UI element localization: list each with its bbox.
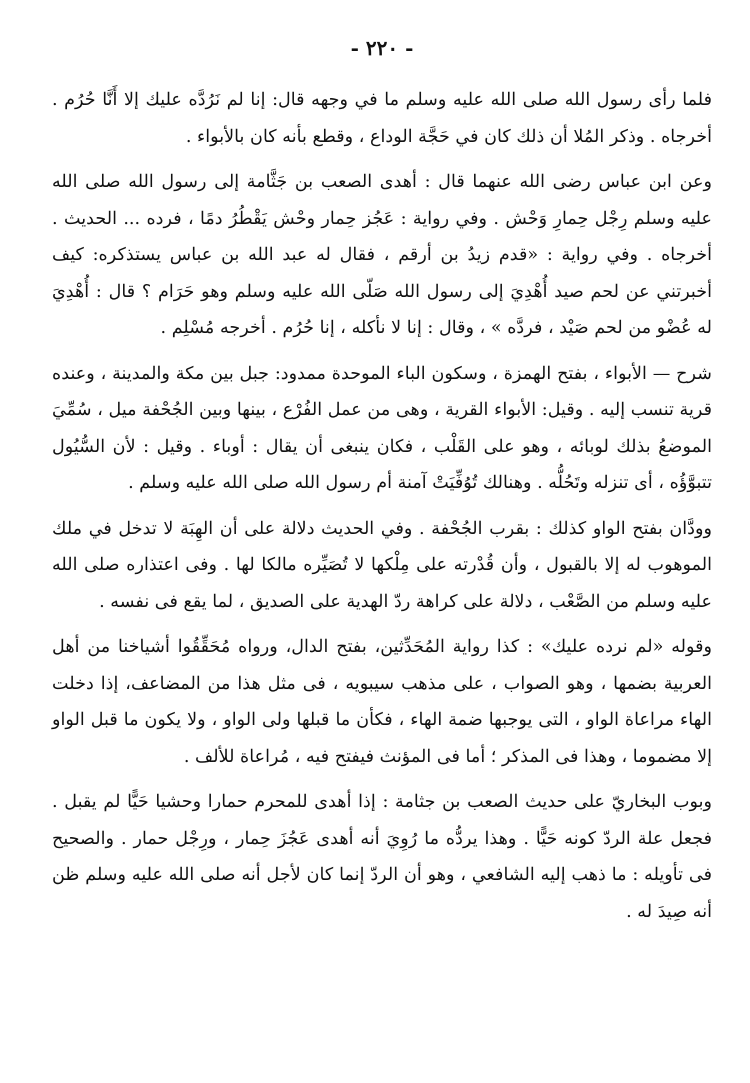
paragraph-grammar-note: وقوله «لم نرده عليك» : كذا رواية المُحَدِّثين، بفتح الدال، ورواه مُحَقِّقُوا أشياخنا من أهل العربية بضمها ، وهو الصواب ، على مذهب سيبويه ، فى مثل هذا من المضاعف، إذا دخلت الهاء مراعاة الواو ، التى يوجبها ضمة الهاء ، فكأن ما قبلها ولى الواو ، ولا يكون ما قبل الواو إلا مضموما ، وهذا فى المذكر ؛ أما فى المؤنث فيفتح فيه ، مُراعاة للألف .: [52, 637, 712, 767]
paragraph-waddan: وودَّان بفتح الواو كذلك : بقرب الجُحْفة . وفي الحديث دلالة على أن الهِبَة لا تدخل في ملك الموهوب له إلا بالقبول ، وأن قُدْرته على مِلْكها لا تُصَيِّره مالكا لها . وفى اعتذاره صلى الله عليه وسلم من الصَّعْب ، دلالة على كراهة ردّ الهدية على الصديق ، لما يقع فى نفسه .: [52, 518, 712, 612]
page-number: - ٢٢٠ -: [350, 36, 414, 60]
document-body: [52, 82, 712, 930]
paragraph-ibn-abbas-narration: وعن ابن عباس رضى الله عنهما قال : أهدى الصعب بن جَثَّامة إلى رسول الله صلى الله عليه وسلم رِجْل حِمارِ وَحْش . وفي رواية : عَجُز حِمار وحْش يَقْطُرُ دمًا ، فرده ... الحديث . أخرجاه . وفي رواية : «قدم زيدُ بن أرقم ، فقال له عبد الله بن عباس يستذكره: كيف أخبرتني عن لحم صيد أُهْدِيَ إلى رسول الله صَلّى الله عليه وسلم وهو حَرَام ؟ قال : أُهْدِيَ له عُضْو من لحم صَيْد ، فردَّه » ، وقال : إنا لا نأكله ، إنا حُرُم . أخرجه مُسْلِم .: [52, 172, 712, 338]
paragraph-hadith-intro: فلما رأى رسول الله صلى الله عليه وسلم ما في وجهه قال: إنا لم نَرُدَّه عليك إلا أَنَّا حُرُم . أخرجاه . وذكر المُلا أن ذلك كان في حَجَّة الوداع ، وقطع بأنه كان بالأبواء .: [52, 90, 712, 147]
paragraph-commentary-abwa: شرح — الأبواء ، بفتح الهمزة ، وسكون الباء الموحدة ممدود: جبل بين مكة والمدينة ، وعنده قرية تنسب إليه . وقيل: الأبواء القرية ، وهى من عمل الفُرْع ، بينها وبين الجُحْفة ميل ، سُمِّيَ الموضعُ بذلك لوبائه ، وهو على القَلْب ، فكان ينبغى أن يقال : أوباء . وقيل : لأن السُّيُول تتبوَّؤُه ، أى تنزله وتَحُلُّه . وهنالك تُوُفِّيَتْ آمنة أم رسول الله صلى الله عليه وسلم .: [52, 363, 712, 493]
paragraph-bukhari-chapter: وبوب البخاريّ على حديث الصعب بن جثامة : إذا أهدى للمحرم حمارا وحشيا حَيًّا لم يقبل . فجعل علة الردّ كونه حَيًّا . وهذا يردُّه ما رُوِيَ أنه أهدى عَجُزَ حِمار ، ورِجْل حمار . والصحيح فى تأويله : ما ذهب إليه الشافعي ، وهو أن الردّ إنما كان لأجل أنه صلى الله عليه وسلم ظن أنه صِيدَ له .: [52, 792, 712, 922]
document-page: [52, 36, 712, 930]
